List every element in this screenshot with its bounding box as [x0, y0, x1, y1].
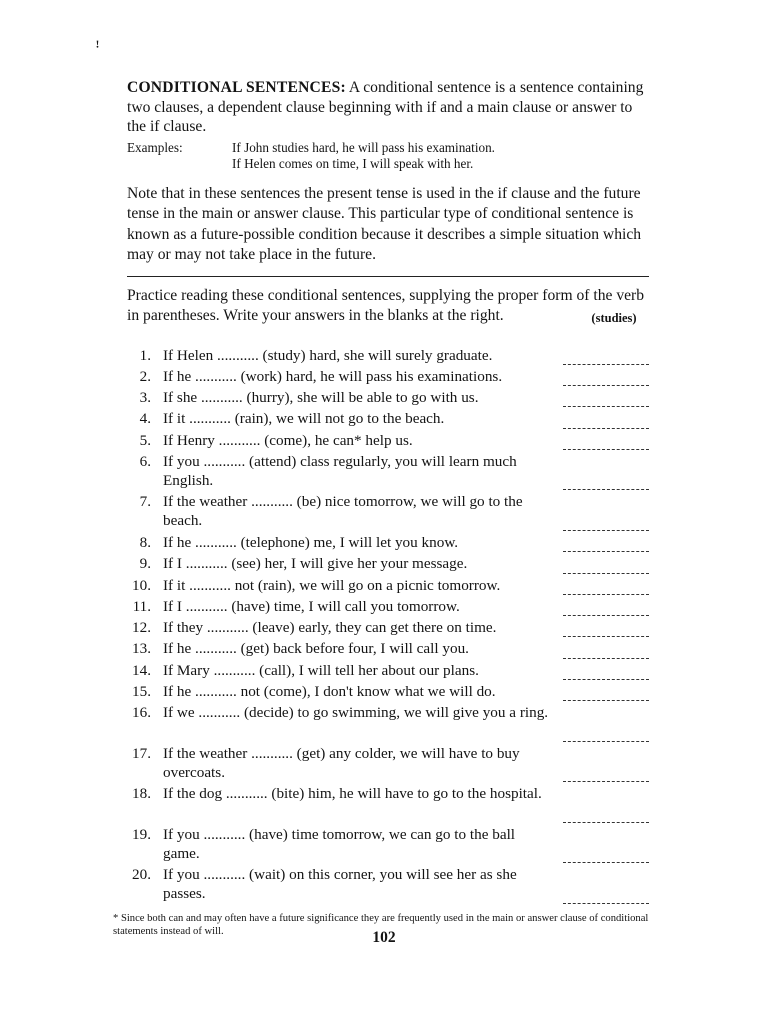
examples-block	[127, 140, 649, 173]
answer-blank[interactable]	[563, 364, 649, 365]
item-number: 16.	[132, 704, 151, 722]
item-number: 12.	[132, 619, 151, 637]
answer-blank[interactable]	[563, 406, 649, 407]
answer-blank[interactable]	[563, 449, 649, 450]
item-text: If Helen ........... (study) hard, she will surely graduate.	[163, 346, 493, 364]
item-number: 8.	[139, 533, 151, 551]
answer-blank[interactable]	[563, 679, 649, 680]
exercise-item	[127, 661, 649, 682]
answer-blank[interactable]	[563, 903, 649, 904]
item-text: If he ........... (work) hard, he will pass his examinations.	[163, 367, 503, 385]
item-text: If Mary ........... (call), I will tell her about our plans.	[163, 661, 479, 679]
answer-blank[interactable]	[563, 573, 649, 574]
exercise-item	[127, 618, 649, 639]
example-line: If Helen comes on time, I will speak with her.	[232, 156, 474, 171]
item-number: 17.	[132, 744, 151, 762]
exercise-list	[127, 346, 649, 906]
exercise-item	[127, 576, 649, 597]
answer-blank[interactable]	[563, 530, 649, 531]
examples-lines	[232, 140, 495, 173]
corner-mark: ꜝ	[95, 42, 100, 58]
page-number: 102	[372, 929, 396, 946]
answer-blank[interactable]	[563, 781, 649, 782]
answer-example: (studies)	[591, 311, 637, 325]
intro-paragraph	[127, 78, 649, 137]
exercise-item	[127, 744, 649, 785]
item-number: 20.	[132, 866, 151, 884]
answer-blank[interactable]	[563, 822, 649, 823]
section-divider	[127, 276, 649, 277]
answer-blank[interactable]	[563, 385, 649, 386]
item-number: 18.	[132, 785, 151, 803]
item-number: 10.	[132, 576, 151, 594]
item-text: If the weather ........... (get) any colder, we will have to buy overcoats.	[163, 744, 520, 781]
exercise-item	[127, 865, 649, 906]
answer-blank[interactable]	[563, 658, 649, 659]
exercise-item	[127, 784, 649, 825]
exercise-item	[127, 703, 649, 744]
item-number: 1.	[139, 346, 151, 364]
exercise-item	[127, 346, 649, 367]
item-text: If he ........... (get) back before four, I will call you.	[163, 640, 469, 658]
item-text: If the dog ........... (bite) him, he will have to go to the hospital.	[163, 785, 542, 803]
item-number: 19.	[132, 825, 151, 843]
item-number: 14.	[132, 661, 151, 679]
item-text: If they ........... (leave) early, they can get there on time.	[163, 619, 497, 637]
footnote: * Since both can and may often have a future significance they are frequently used in the main or answer clause of conditional statements instead of will.	[113, 912, 649, 937]
item-text: If you ........... (wait) on this corner, you will see her as she passes.	[163, 866, 517, 903]
answer-blank[interactable]	[563, 551, 649, 552]
item-number: 11.	[132, 597, 151, 615]
item-number: 13.	[132, 640, 151, 658]
item-number: 4.	[139, 410, 151, 428]
item-number: 5.	[139, 431, 151, 449]
exercise-item	[127, 639, 649, 660]
exercise-item	[127, 492, 649, 533]
examples-label: Examples:	[127, 139, 183, 155]
answer-blank[interactable]	[563, 615, 649, 616]
item-text: If you ........... (have) time tomorrow, we can go to the ball game.	[163, 825, 516, 862]
instructions: Practice reading these conditional sentences, supplying the proper form of the verb in parentheses. Write your answers in the blanks at the right.	[127, 286, 645, 324]
item-text: If we ........... (decide) to go swimming, we will give you a ring.	[163, 704, 549, 722]
exercise-item	[127, 452, 649, 493]
example-line: If John studies hard, he will pass his examination.	[232, 139, 495, 155]
item-text: If the weather ........... (be) nice tomorrow, we will go to the beach.	[163, 493, 523, 530]
item-number: 9.	[139, 555, 151, 573]
item-text: If he ........... not (come), I don't know what we will do.	[163, 683, 496, 701]
answer-blank[interactable]	[563, 741, 649, 742]
exercise-item	[127, 388, 649, 409]
note-paragraph: Note that in these sentences the present tense is used in the if clause and the future tense in the main or answer clause. This particular type of conditional sentence is known as a future-possible condition because it describes a simple situation which may or may not take place in the future.	[127, 184, 642, 263]
exercise-item	[127, 825, 649, 866]
item-text: If it ........... not (rain), we will go on a picnic tomorrow.	[163, 576, 501, 594]
item-number: 7.	[139, 493, 151, 511]
item-text: If Henry ........... (come), he can* help us.	[163, 431, 413, 449]
answer-blank[interactable]	[563, 636, 649, 637]
item-text: If I ........... (have) time, I will call you tomorrow.	[163, 597, 460, 615]
item-text: If she ........... (hurry), she will be able to go with us.	[163, 389, 479, 407]
section-heading: CONDITIONAL SENTENCES:	[127, 79, 346, 96]
item-number: 6.	[139, 452, 151, 470]
answer-blank[interactable]	[563, 862, 649, 863]
answer-blank[interactable]	[563, 428, 649, 429]
exercise-item	[127, 367, 649, 388]
exercise-item	[127, 431, 649, 452]
item-text: If it ........... (rain), we will not go to the beach.	[163, 410, 445, 428]
answer-blank[interactable]	[563, 700, 649, 701]
exercise-item	[127, 597, 649, 618]
exercise-item	[127, 409, 649, 430]
exercise-item	[127, 554, 649, 575]
answer-blank[interactable]	[563, 489, 649, 490]
answer-blank[interactable]	[563, 594, 649, 595]
item-text: If I ........... (see) her, I will give her your message.	[163, 555, 468, 573]
page-content	[113, 78, 649, 938]
intro-text: A conditional sentence is a sentence containing two clauses, a dependent clause beginning with if and a main clause or answer to the if clause.	[127, 79, 644, 135]
item-number: 3.	[139, 389, 151, 407]
item-number: 2.	[139, 367, 151, 385]
item-number: 15.	[132, 683, 151, 701]
item-text: If you ........... (attend) class regularly, you will learn much English.	[163, 452, 517, 489]
exercise-item	[127, 533, 649, 554]
exercise-item	[127, 682, 649, 703]
item-text: If he ........... (telephone) me, I will let you know.	[163, 533, 459, 551]
